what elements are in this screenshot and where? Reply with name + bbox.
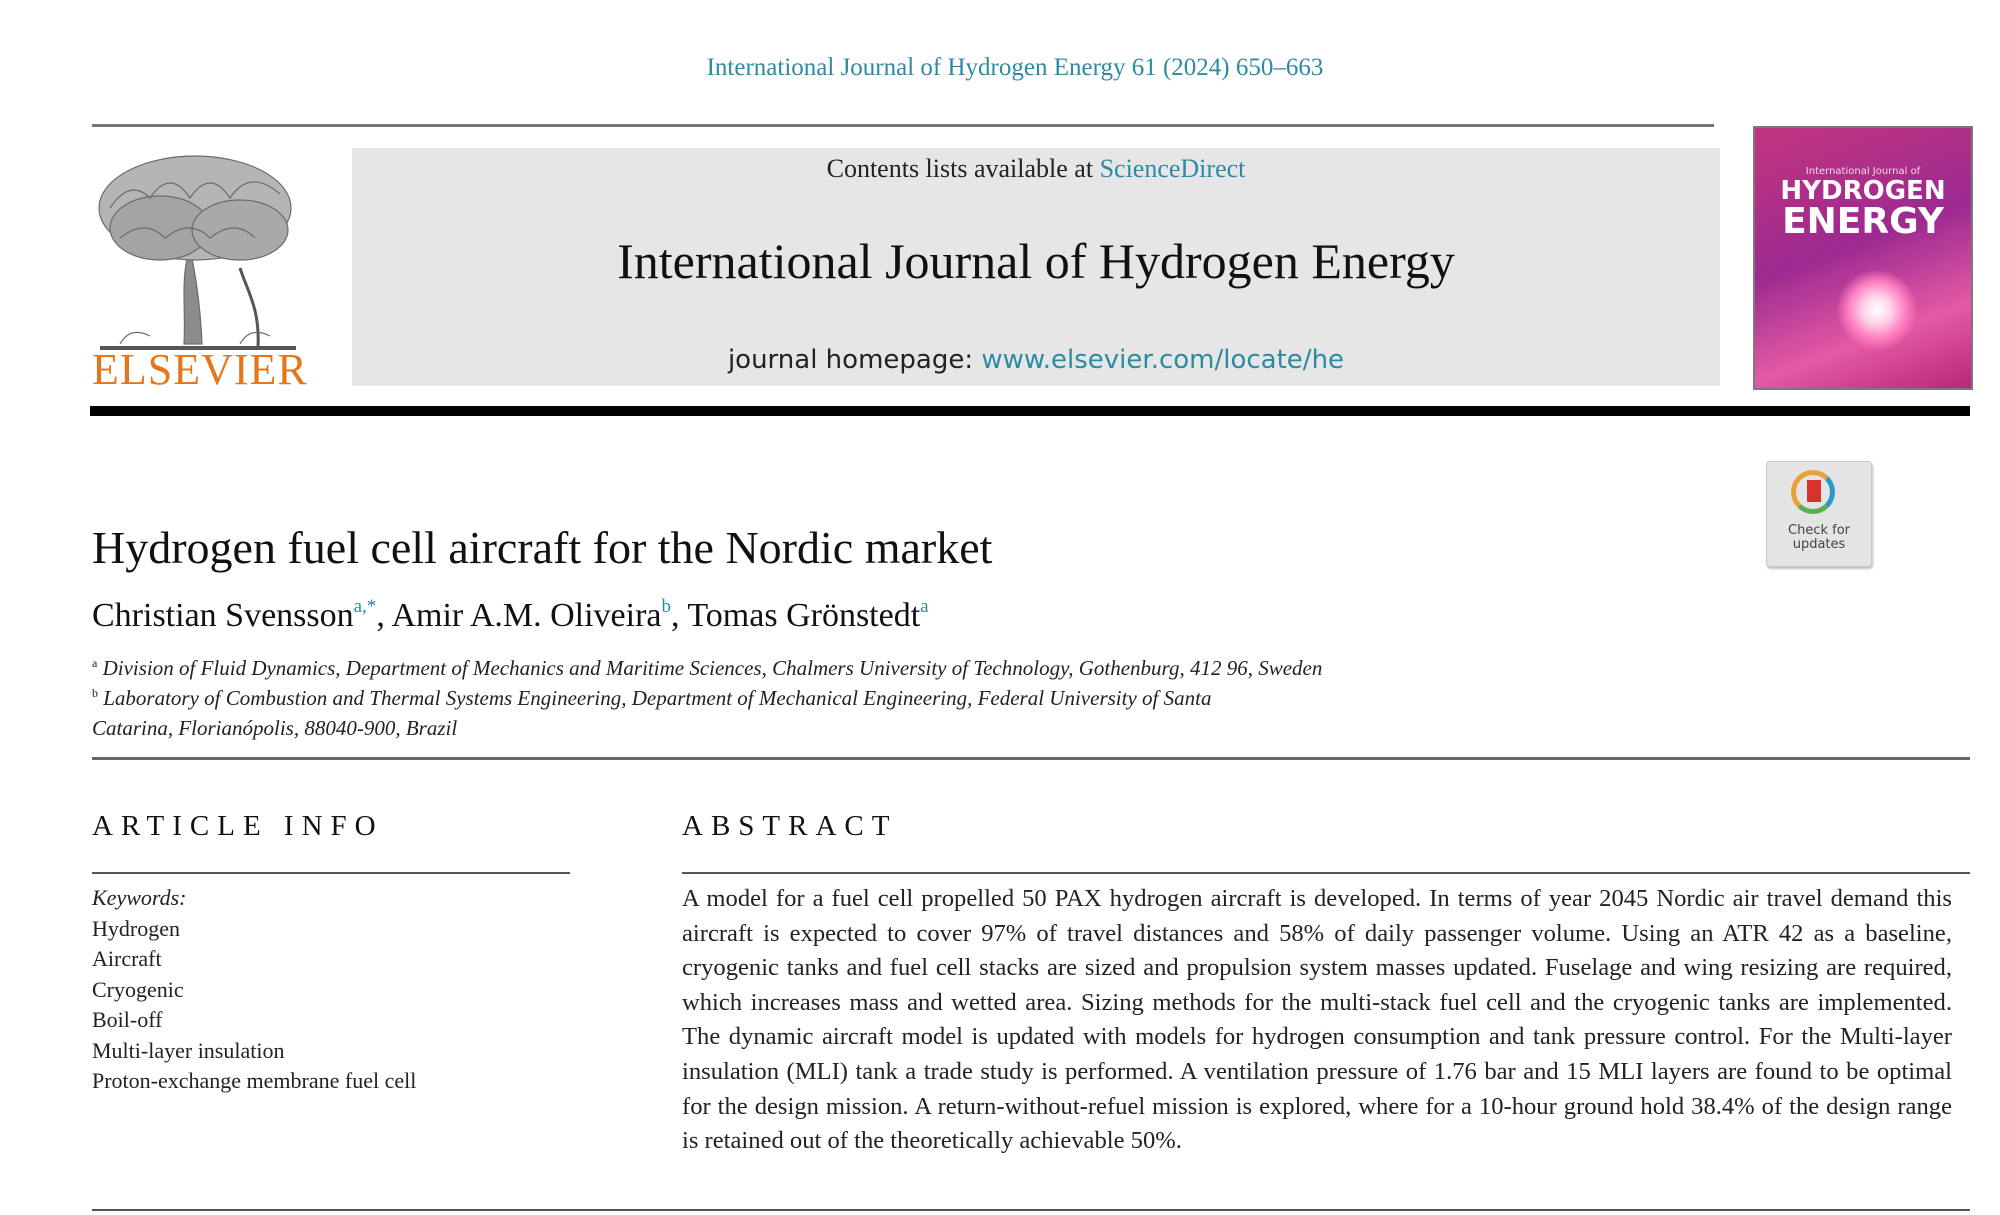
affiliation-text: Division of Fluid Dynamics, Department of Mechanics and Maritime Sciences, Chalmers University of Technology, Gothenburg, 412 96, Sweden bbox=[102, 656, 1323, 680]
keywords-list bbox=[92, 883, 562, 1097]
sciencedirect-link[interactable]: ScienceDirect bbox=[1099, 154, 1246, 183]
section-divider bbox=[92, 757, 1970, 760]
cover-title bbox=[1755, 178, 1971, 240]
journal-masthead bbox=[352, 148, 1720, 386]
check-updates-label bbox=[1767, 524, 1871, 551]
cover-title-line2: ENERGY bbox=[1782, 201, 1944, 242]
author-name[interactable]: Christian Svensson bbox=[92, 597, 354, 634]
elsevier-wordmark: ELSEVIER bbox=[92, 345, 308, 394]
homepage-prefix: journal homepage: bbox=[727, 345, 982, 375]
abstract-heading: ABSTRACT bbox=[682, 810, 898, 842]
contents-availability bbox=[352, 154, 1720, 184]
journal-cover-image[interactable] bbox=[1753, 126, 1973, 390]
affiliation-b-continued: Catarina, Florianópolis, 88040-900, Brazil bbox=[92, 716, 458, 740]
keyword-item: Multi-layer insulation bbox=[92, 1037, 285, 1063]
keyword-item: Aircraft bbox=[92, 946, 162, 971]
keywords-label: Keywords: bbox=[92, 885, 187, 910]
author-affiliation-marker[interactable]: a,* bbox=[353, 596, 377, 617]
author-name[interactable]: Tomas Grönstedt bbox=[687, 597, 921, 634]
keyword-item: Proton-exchange membrane fuel cell bbox=[92, 1068, 417, 1093]
bookmark-icon bbox=[1807, 480, 1821, 502]
affiliation-marker: a bbox=[92, 656, 98, 670]
author-affiliation-marker[interactable]: b bbox=[661, 596, 672, 617]
homepage-link[interactable]: www.elsevier.com/locate/he bbox=[981, 345, 1345, 375]
cover-title-line1: HYDROGEN bbox=[1780, 176, 1946, 206]
author-separator: , bbox=[671, 597, 688, 634]
affiliation-b bbox=[92, 686, 1211, 711]
check-updates-line1: Check for bbox=[1788, 523, 1850, 538]
check-updates-line2: updates bbox=[1792, 536, 1846, 552]
affiliation-a bbox=[92, 656, 1322, 681]
keyword-item: Hydrogen bbox=[92, 915, 180, 941]
check-for-updates-button[interactable] bbox=[1766, 461, 1872, 567]
abstract-divider bbox=[682, 872, 1970, 874]
author-separator: , bbox=[376, 597, 392, 634]
article-title: Hydrogen fuel cell aircraft for the Nordic market bbox=[92, 522, 993, 573]
author-affiliation-marker[interactable]: a bbox=[920, 596, 929, 617]
cover-orb-graphic bbox=[1837, 270, 1917, 350]
article-info-divider bbox=[92, 872, 570, 874]
cover-subtitle: International Journal of bbox=[1805, 166, 1921, 177]
keyword-item: Boil-off bbox=[92, 1007, 163, 1032]
abstract-body: A model for a fuel cell propelled 50 PAX hydrogen aircraft is developed. In terms of year 2045 Nordic air travel demand this aircraft is expected to cover 97% of travel distances and 58% of daily passenger volume. Using an ATR 42 as a baseline, cryogenic tanks and fuel cell stacks are sized and propulsion system masses updated. Fuselage and wing resizing are required, which increases mass and wetted area. Sizing methods for the multi-stack fuel cell and the cryogenic tanks are implemented. The dynamic aircraft model is updated with models for hydrogen consumption and tank pressure control. For the Multi-layer insulation (MLI) tank a trade study is performed. A ventilation pressure of 1.76 bar and 15 MLI layers are found to be optimal for the design mission. A return-without-refuel mission is explored, where for a 10-hour ground hold 38.4% of the design range is retained out of the theoretically achievable 50%. bbox=[682, 885, 1952, 1155]
article-info-heading: ARTICLE INFO bbox=[92, 810, 384, 842]
contents-prefix: Contents lists available at bbox=[826, 154, 1100, 183]
affiliation-marker: b bbox=[92, 686, 98, 700]
journal-citation[interactable]: International Journal of Hydrogen Energy 61 (2024) 650–663 bbox=[706, 54, 1324, 81]
author-name[interactable]: Amir A.M. Oliveira bbox=[391, 597, 662, 634]
affiliation-text: Laboratory of Combustion and Thermal Systems Engineering, Department of Mechanical Engineering, Federal University of Santa bbox=[103, 686, 1212, 710]
author-list bbox=[92, 596, 929, 635]
bottom-divider bbox=[92, 1209, 1970, 1211]
journal-title: International Journal of Hydrogen Energy bbox=[617, 233, 1455, 289]
keyword-item: Cryogenic bbox=[92, 976, 184, 1002]
header-thick-divider bbox=[90, 406, 1970, 416]
journal-homepage bbox=[352, 345, 1720, 375]
top-divider bbox=[92, 124, 1714, 127]
